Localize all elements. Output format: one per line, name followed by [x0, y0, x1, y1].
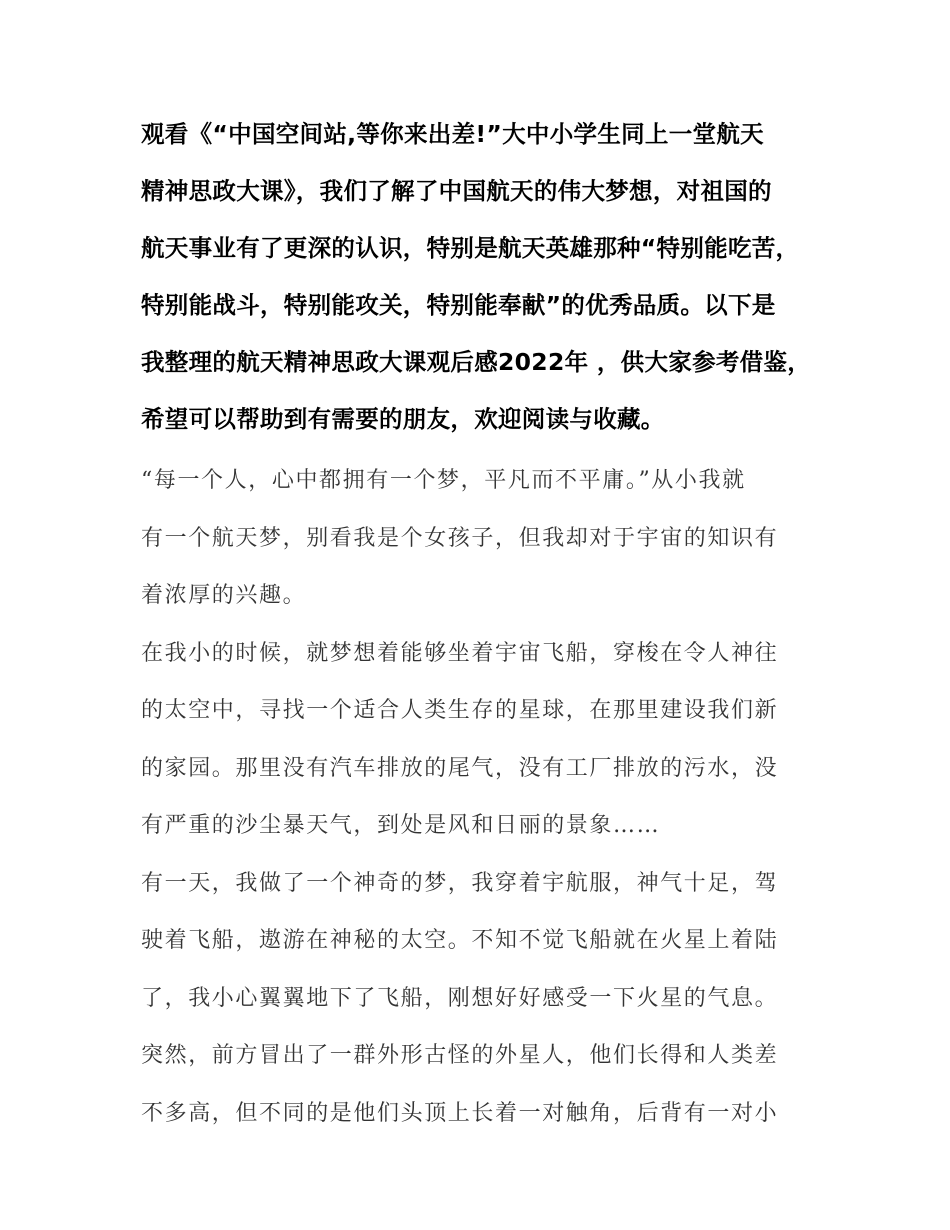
text-line: 驶着飞船，遨游在神秘的太空。不知不觉飞船就在火星上着陆: [141, 928, 779, 953]
text-line: 着浓厚的兴趣。: [141, 583, 307, 608]
text-line: 有一天，我做了一个神奇的梦，我穿着宇航服，神气十足，驾: [141, 870, 779, 896]
text-line: 我整理的航天精神思政大课观后感2022年 ，供大家参考借鉴，: [141, 348, 812, 376]
document-body: [141, 106, 821, 1142]
body-paragraph-2: [141, 625, 821, 855]
text-line: 的太空中，寻找一个适合人类生存的星球，在那里建设我们新: [141, 698, 779, 723]
text-line: 不多高，但不同的是他们头顶上长着一对触角，后背有一对小: [141, 1100, 779, 1126]
text-line: 特别能战斗，特别能攻关，特别能奉献”的优秀品质。以下是: [141, 291, 776, 319]
text-line: 突然，前方冒出了一群外形古怪的外星人，他们长得和人类差: [141, 1043, 779, 1068]
text-line: 在我小的时候，就梦想着能够坐着宇宙飞船，穿梭在令人神往: [141, 640, 779, 666]
text-line: 精神思政大课》，我们了解了中国航天的伟大梦想，对祖国的: [141, 177, 772, 205]
text-line: 观看《“中国空间站,等你来出差!”大中小学生同上一堂航天: [141, 120, 764, 148]
body-paragraph-1: [141, 452, 821, 625]
text-line: 的家园。那里没有汽车排放的尾气，没有工厂排放的污水，没: [141, 755, 779, 781]
text-line: 希望可以帮助到有需要的朋友，欢迎阅读与收藏。: [141, 405, 665, 433]
body-paragraph-3: [141, 855, 821, 1143]
intro-paragraph: [141, 106, 821, 448]
text-line: 了，我小心翼翼地下了飞船，刚想好好感受一下火星的气息。: [141, 985, 779, 1011]
text-line: 有严重的沙尘暴天气，到处是风和日丽的景象……: [141, 813, 661, 838]
text-line: 有一个航天梦，别看我是个女孩子，但我却对于宇宙的知识有: [141, 525, 779, 551]
text-line: “每一个人，心中都拥有一个梦，平凡而不平庸。”从小我就: [141, 468, 746, 493]
text-line: 航天事业有了更深的认识，特别是航天英雄那种“特别能吃苦，: [141, 234, 800, 262]
